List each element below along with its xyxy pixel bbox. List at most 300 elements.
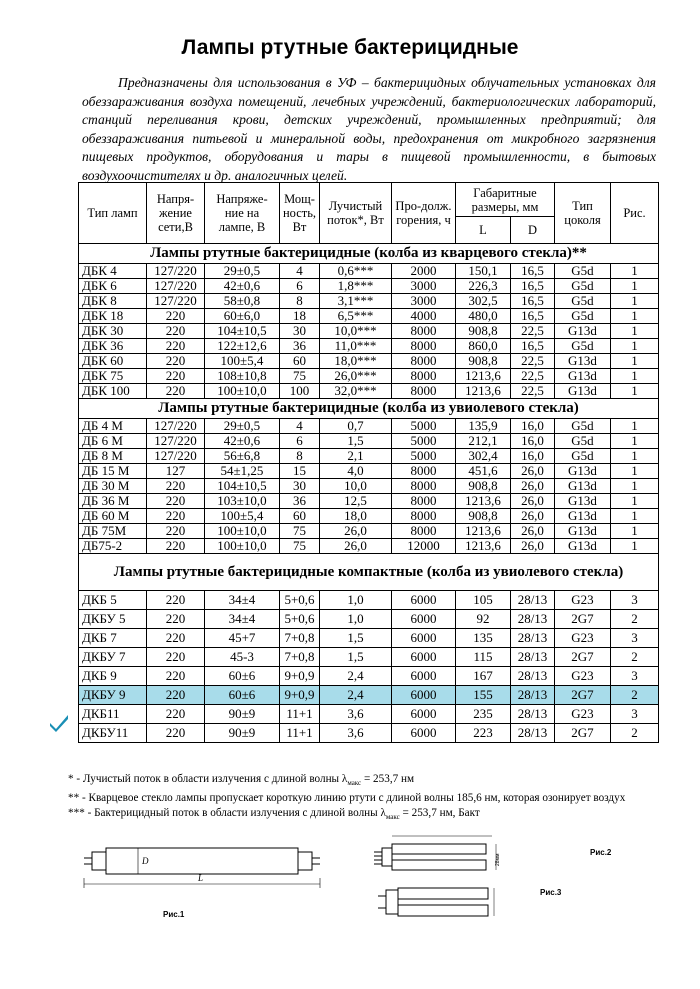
cell-type: ДБК 60 <box>79 354 147 369</box>
cell-length: 223 <box>456 724 511 743</box>
cell-length: 480,0 <box>456 309 511 324</box>
cell-length: 451,6 <box>456 464 511 479</box>
cell-fig: 1 <box>611 464 659 479</box>
section-header-row <box>79 399 659 419</box>
cell-flux: 2,4 <box>320 667 392 686</box>
section-header-row <box>79 244 659 264</box>
cell-fig: 1 <box>611 539 659 554</box>
cell-life: 8000 <box>392 354 456 369</box>
cell-type: ДКБ 5 <box>79 591 147 610</box>
cell-voltage-net: 220 <box>147 705 205 724</box>
table-row <box>79 434 659 449</box>
figure-1-drawing <box>80 838 330 898</box>
header-fig: Рис. <box>611 183 659 244</box>
cell-life: 5000 <box>392 449 456 464</box>
cell-voltage-lamp: 103±10,0 <box>205 494 280 509</box>
table-row <box>79 524 659 539</box>
header-base: Тип цоколя <box>555 183 611 244</box>
table-row <box>79 264 659 279</box>
cell-length: 908,8 <box>456 354 511 369</box>
cell-diameter: 16,5 <box>511 264 555 279</box>
table-row <box>79 509 659 524</box>
cell-length: 860,0 <box>456 339 511 354</box>
cell-fig: 1 <box>611 479 659 494</box>
cell-diameter: 26,0 <box>511 509 555 524</box>
cell-length: 302,5 <box>456 294 511 309</box>
cell-fig: 2 <box>611 686 659 705</box>
cell-power: 4 <box>280 264 320 279</box>
cell-length: 302,4 <box>456 449 511 464</box>
cell-type: ДКБ 7 <box>79 629 147 648</box>
section-title: Лампы ртутные бактерицидные компактные (колба из увиолевого стекла) <box>79 554 659 591</box>
table-row <box>79 279 659 294</box>
figure-2-caption: Рис.2 <box>590 848 612 857</box>
cell-fig: 3 <box>611 667 659 686</box>
cell-type: ДБ 4 М <box>79 419 147 434</box>
cell-base: G5d <box>555 309 611 324</box>
cell-base: 2G7 <box>555 648 611 667</box>
cell-power: 30 <box>280 324 320 339</box>
header-dims: Габаритные размеры, мм <box>456 183 555 217</box>
cell-diameter: 28/13 <box>511 591 555 610</box>
cell-voltage-net: 220 <box>147 667 205 686</box>
cell-voltage-lamp: 34±4 <box>205 591 280 610</box>
cell-fig: 1 <box>611 384 659 399</box>
cell-voltage-net: 220 <box>147 524 205 539</box>
cell-type: ДБК 75 <box>79 369 147 384</box>
cell-diameter: 16,5 <box>511 294 555 309</box>
cell-life: 8000 <box>392 339 456 354</box>
cell-diameter: 28/13 <box>511 724 555 743</box>
cell-base: G5d <box>555 294 611 309</box>
cell-life: 3000 <box>392 294 456 309</box>
cell-flux: 3,6 <box>320 724 392 743</box>
cell-voltage-net: 220 <box>147 494 205 509</box>
cell-voltage-lamp: 100±5,4 <box>205 509 280 524</box>
header-flux: Лучистый поток*, Вт <box>320 183 392 244</box>
table-row <box>79 705 659 724</box>
cell-fig: 1 <box>611 419 659 434</box>
cell-diameter: 16,5 <box>511 339 555 354</box>
cell-flux: 32,0*** <box>320 384 392 399</box>
cell-voltage-net: 220 <box>147 686 205 705</box>
table-row <box>79 294 659 309</box>
cell-type: ДКБУ11 <box>79 724 147 743</box>
cell-base: G13d <box>555 354 611 369</box>
cell-voltage-lamp: 58±0,8 <box>205 294 280 309</box>
cell-flux: 18,0*** <box>320 354 392 369</box>
cell-base: G5d <box>555 279 611 294</box>
cell-length: 1213,6 <box>456 384 511 399</box>
cell-base: G13d <box>555 324 611 339</box>
cell-voltage-net: 220 <box>147 591 205 610</box>
cell-life: 6000 <box>392 610 456 629</box>
figure-2-label-28mm: 28мм <box>495 853 501 866</box>
cell-fig: 1 <box>611 309 659 324</box>
cell-type: ДБ 75М <box>79 524 147 539</box>
cell-length: 908,8 <box>456 509 511 524</box>
cell-base: G13d <box>555 384 611 399</box>
cell-voltage-net: 127 <box>147 464 205 479</box>
table-row <box>79 539 659 554</box>
cell-flux: 0,6*** <box>320 264 392 279</box>
cell-fig: 1 <box>611 494 659 509</box>
cell-flux: 26,0 <box>320 524 392 539</box>
cell-fig: 3 <box>611 591 659 610</box>
cell-life: 8000 <box>392 384 456 399</box>
cell-life: 4000 <box>392 309 456 324</box>
cell-voltage-net: 220 <box>147 648 205 667</box>
cell-voltage-lamp: 45+7 <box>205 629 280 648</box>
cell-life: 5000 <box>392 419 456 434</box>
section-title: Лампы ртутные бактерицидные (колба из увиолевого стекла) <box>79 399 659 419</box>
cell-flux: 0,7 <box>320 419 392 434</box>
cell-flux: 12,5 <box>320 494 392 509</box>
cell-type: ДКБУ 7 <box>79 648 147 667</box>
intro-paragraph: Предназначены для использования в УФ – бактерицидных облучательных установках для обеззараживания воздуха помещений, лечебных учреждений, бактериологических лабораторий, станций переливания крови, детских учреждений, промышленных предприятий; для обеззараживания питьевой и минеральной воды, предохранения от микробного загрязнения пищевых продуктов, оборудования и тары в пищевой промышленности, в бытовых воздухоочистителях и др. аналогичных целей. <box>82 75 656 183</box>
lamp-spec-table <box>78 182 659 743</box>
cell-voltage-net: 220 <box>147 509 205 524</box>
cell-life: 6000 <box>392 648 456 667</box>
cell-diameter: 22,5 <box>511 354 555 369</box>
cell-voltage-net: 127/220 <box>147 264 205 279</box>
cell-fig: 2 <box>611 724 659 743</box>
cell-life: 3000 <box>392 279 456 294</box>
figure-1-label-L: L <box>198 873 204 883</box>
cell-fig: 2 <box>611 610 659 629</box>
cell-voltage-lamp: 104±10,5 <box>205 324 280 339</box>
cell-base: G13d <box>555 509 611 524</box>
cell-power: 9+0,9 <box>280 686 320 705</box>
cell-life: 6000 <box>392 705 456 724</box>
figure-2-drawing <box>368 830 508 878</box>
cell-power: 60 <box>280 509 320 524</box>
cell-flux: 4,0 <box>320 464 392 479</box>
cell-flux: 1,5 <box>320 648 392 667</box>
table-row <box>79 629 659 648</box>
cell-flux: 10,0 <box>320 479 392 494</box>
cell-voltage-lamp: 60±6 <box>205 686 280 705</box>
cell-voltage-lamp: 100±10,0 <box>205 384 280 399</box>
cell-voltage-lamp: 60±6,0 <box>205 309 280 324</box>
footnotes <box>68 772 688 825</box>
cell-power: 75 <box>280 369 320 384</box>
cell-life: 5000 <box>392 434 456 449</box>
cell-base: G13d <box>555 464 611 479</box>
table-row <box>79 464 659 479</box>
cell-base: G23 <box>555 705 611 724</box>
cell-base: G23 <box>555 591 611 610</box>
cell-power: 8 <box>280 449 320 464</box>
cell-base: G5d <box>555 264 611 279</box>
table-row <box>79 309 659 324</box>
cell-base: G13d <box>555 494 611 509</box>
cell-diameter: 26,0 <box>511 479 555 494</box>
cell-voltage-lamp: 100±10,0 <box>205 539 280 554</box>
cell-life: 6000 <box>392 686 456 705</box>
cell-diameter: 22,5 <box>511 384 555 399</box>
cell-voltage-lamp: 100±5,4 <box>205 354 280 369</box>
cell-voltage-lamp: 45-3 <box>205 648 280 667</box>
cell-fig: 2 <box>611 648 659 667</box>
cell-fig: 1 <box>611 264 659 279</box>
cell-power: 15 <box>280 464 320 479</box>
cell-voltage-net: 220 <box>147 479 205 494</box>
cell-voltage-net: 220 <box>147 539 205 554</box>
cell-base: G23 <box>555 629 611 648</box>
cell-diameter: 26,0 <box>511 539 555 554</box>
cell-diameter: 28/13 <box>511 705 555 724</box>
cell-power: 5+0,6 <box>280 591 320 610</box>
cell-diameter: 16,5 <box>511 309 555 324</box>
cell-length: 105 <box>456 591 511 610</box>
cell-life: 8000 <box>392 509 456 524</box>
figure-1-label-D: D <box>142 856 149 866</box>
cell-length: 1213,6 <box>456 494 511 509</box>
cell-voltage-net: 127/220 <box>147 294 205 309</box>
cell-voltage-lamp: 54±1,25 <box>205 464 280 479</box>
cell-base: G5d <box>555 434 611 449</box>
cell-flux: 11,0*** <box>320 339 392 354</box>
section-header-row <box>79 554 659 591</box>
cell-power: 11+1 <box>280 724 320 743</box>
table-row <box>79 384 659 399</box>
cell-flux: 1,0 <box>320 610 392 629</box>
cell-type: ДБК 36 <box>79 339 147 354</box>
cell-voltage-net: 220 <box>147 324 205 339</box>
cell-flux: 1,0 <box>320 591 392 610</box>
cell-voltage-lamp: 42±0,6 <box>205 279 280 294</box>
cell-power: 75 <box>280 539 320 554</box>
cell-flux: 3,1*** <box>320 294 392 309</box>
cell-power: 5+0,6 <box>280 610 320 629</box>
cell-fig: 1 <box>611 279 659 294</box>
cell-flux: 18,0 <box>320 509 392 524</box>
cell-voltage-lamp: 56±6,8 <box>205 449 280 464</box>
cell-life: 8000 <box>392 324 456 339</box>
table-row <box>79 724 659 743</box>
cell-fig: 1 <box>611 449 659 464</box>
cell-diameter: 28/13 <box>511 686 555 705</box>
header-voltage-net: Напря-жение сети,В <box>147 183 205 244</box>
cell-type: ДКБУ 5 <box>79 610 147 629</box>
cell-base: 2G7 <box>555 686 611 705</box>
cell-life: 6000 <box>392 591 456 610</box>
header-type: Тип ламп <box>79 183 147 244</box>
cell-base: G5d <box>555 339 611 354</box>
cell-diameter: 28/13 <box>511 629 555 648</box>
cell-voltage-lamp: 104±10,5 <box>205 479 280 494</box>
cell-voltage-net: 220 <box>147 339 205 354</box>
footnote-2: ** - Кварцевое стекло лампы пропускает короткую линию ртути с длиной волны 185,6 нм, которая озонирует воздух <box>68 792 626 805</box>
cell-voltage-net: 220 <box>147 384 205 399</box>
cell-life: 6000 <box>392 724 456 743</box>
header-D: D <box>511 217 555 244</box>
cell-type: ДБ 15 М <box>79 464 147 479</box>
table-row <box>79 667 659 686</box>
cell-flux: 26,0 <box>320 539 392 554</box>
table-row <box>79 479 659 494</box>
header-life: Про-долж. горения, ч <box>392 183 456 244</box>
cell-voltage-net: 220 <box>147 354 205 369</box>
table-row <box>79 648 659 667</box>
cell-type: ДБК 30 <box>79 324 147 339</box>
cell-diameter: 22,5 <box>511 324 555 339</box>
page-title: Лампы ртутные бактерицидные <box>181 36 519 59</box>
cell-voltage-lamp: 29±0,5 <box>205 419 280 434</box>
cell-type: ДКБ11 <box>79 705 147 724</box>
cell-diameter: 26,0 <box>511 494 555 509</box>
cell-base: G13d <box>555 524 611 539</box>
cell-power: 8 <box>280 294 320 309</box>
cell-flux: 10,0*** <box>320 324 392 339</box>
cell-type: ДБК 100 <box>79 384 147 399</box>
cell-life: 8000 <box>392 494 456 509</box>
cell-power: 4 <box>280 419 320 434</box>
cell-voltage-lamp: 60±6 <box>205 667 280 686</box>
cell-fig: 1 <box>611 324 659 339</box>
cell-length: 1213,6 <box>456 369 511 384</box>
cell-type: ДКБУ 9 <box>79 686 147 705</box>
cell-power: 100 <box>280 384 320 399</box>
cell-power: 7+0,8 <box>280 648 320 667</box>
cell-life: 8000 <box>392 479 456 494</box>
cell-type: ДБК 8 <box>79 294 147 309</box>
cell-length: 115 <box>456 648 511 667</box>
cell-diameter: 28/13 <box>511 667 555 686</box>
cell-flux: 2,1 <box>320 449 392 464</box>
cell-length: 150,1 <box>456 264 511 279</box>
cell-diameter: 28/13 <box>511 648 555 667</box>
cell-type: ДБК 6 <box>79 279 147 294</box>
cell-base: G5d <box>555 449 611 464</box>
cell-diameter: 26,0 <box>511 464 555 479</box>
cell-power: 18 <box>280 309 320 324</box>
cell-base: G13d <box>555 479 611 494</box>
cell-life: 12000 <box>392 539 456 554</box>
cell-base: G5d <box>555 419 611 434</box>
cell-power: 75 <box>280 524 320 539</box>
cell-type: ДБ 60 М <box>79 509 147 524</box>
table-row <box>79 610 659 629</box>
cell-diameter: 28/13 <box>511 610 555 629</box>
cell-life: 6000 <box>392 667 456 686</box>
cell-voltage-net: 127/220 <box>147 449 205 464</box>
cell-length: 212,1 <box>456 434 511 449</box>
cell-voltage-lamp: 90±9 <box>205 705 280 724</box>
cell-base: G13d <box>555 369 611 384</box>
cell-length: 1213,6 <box>456 539 511 554</box>
cell-power: 6 <box>280 279 320 294</box>
cell-type: ДКБ 9 <box>79 667 147 686</box>
cell-voltage-lamp: 29±0,5 <box>205 264 280 279</box>
cell-flux: 1,5 <box>320 629 392 648</box>
cell-flux: 1,5 <box>320 434 392 449</box>
cell-voltage-lamp: 108±10,8 <box>205 369 280 384</box>
cell-voltage-net: 220 <box>147 369 205 384</box>
cell-length: 135,9 <box>456 419 511 434</box>
cell-flux: 26,0*** <box>320 369 392 384</box>
cell-fig: 1 <box>611 369 659 384</box>
cell-type: ДБ 6 М <box>79 434 147 449</box>
cell-length: 235 <box>456 705 511 724</box>
figure-3-drawing <box>372 880 512 924</box>
table-row <box>79 494 659 509</box>
cell-length: 92 <box>456 610 511 629</box>
cell-life: 6000 <box>392 629 456 648</box>
cell-life: 8000 <box>392 464 456 479</box>
cell-type: ДБ75-2 <box>79 539 147 554</box>
cell-power: 9+0,9 <box>280 667 320 686</box>
cell-fig: 1 <box>611 339 659 354</box>
cell-power: 60 <box>280 354 320 369</box>
cell-fig: 1 <box>611 524 659 539</box>
cell-voltage-lamp: 100±10,0 <box>205 524 280 539</box>
table-row <box>79 354 659 369</box>
cell-base: 2G7 <box>555 610 611 629</box>
cell-fig: 1 <box>611 509 659 524</box>
cell-type: ДБ 8 М <box>79 449 147 464</box>
cell-flux: 6,5*** <box>320 309 392 324</box>
cell-voltage-lamp: 34±4 <box>205 610 280 629</box>
cell-type: ДБК 4 <box>79 264 147 279</box>
cell-length: 908,8 <box>456 324 511 339</box>
cell-flux: 3,6 <box>320 705 392 724</box>
cell-length: 167 <box>456 667 511 686</box>
cell-length: 226,3 <box>456 279 511 294</box>
cell-power: 30 <box>280 479 320 494</box>
cell-base: G13d <box>555 539 611 554</box>
cell-voltage-net: 220 <box>147 629 205 648</box>
table-row <box>79 419 659 434</box>
cell-voltage-net: 220 <box>147 309 205 324</box>
cell-power: 36 <box>280 494 320 509</box>
cell-diameter: 22,5 <box>511 369 555 384</box>
cell-power: 36 <box>280 339 320 354</box>
footnote-1: * - Лучистый поток в области излучения с длиной волны $\lambda_{макс} = 253,7$ нм <box>68 773 415 788</box>
section-title: Лампы ртутные бактерицидные (колба из кварцевого стекла)** <box>79 244 659 264</box>
table-row <box>79 449 659 464</box>
cell-fig: 3 <box>611 705 659 724</box>
cell-voltage-net: 220 <box>147 610 205 629</box>
header-voltage-lamp: Напряже-ние на лампе, В <box>205 183 280 244</box>
cell-voltage-lamp: 42±0,6 <box>205 434 280 449</box>
cell-voltage-net: 127/220 <box>147 279 205 294</box>
cell-life: 8000 <box>392 369 456 384</box>
cell-power: 6 <box>280 434 320 449</box>
cell-voltage-net: 127/220 <box>147 419 205 434</box>
table-row <box>79 339 659 354</box>
cell-fig: 3 <box>611 629 659 648</box>
cell-flux: 1,8*** <box>320 279 392 294</box>
figure-3-caption: Рис.3 <box>540 888 562 897</box>
header-power: Мощ-ность, Вт <box>280 183 320 244</box>
cell-base: G23 <box>555 667 611 686</box>
cell-fig: 1 <box>611 354 659 369</box>
cell-fig: 1 <box>611 294 659 309</box>
cell-voltage-net: 127/220 <box>147 434 205 449</box>
cell-diameter: 16,5 <box>511 279 555 294</box>
cell-type: ДБ 36 М <box>79 494 147 509</box>
cell-power: 7+0,8 <box>280 629 320 648</box>
table-row <box>79 324 659 339</box>
header-L: L <box>456 217 511 244</box>
table-row <box>79 369 659 384</box>
cell-fig: 1 <box>611 434 659 449</box>
cell-diameter: 16,0 <box>511 419 555 434</box>
cell-length: 908,8 <box>456 479 511 494</box>
cell-type: ДБ 30 М <box>79 479 147 494</box>
